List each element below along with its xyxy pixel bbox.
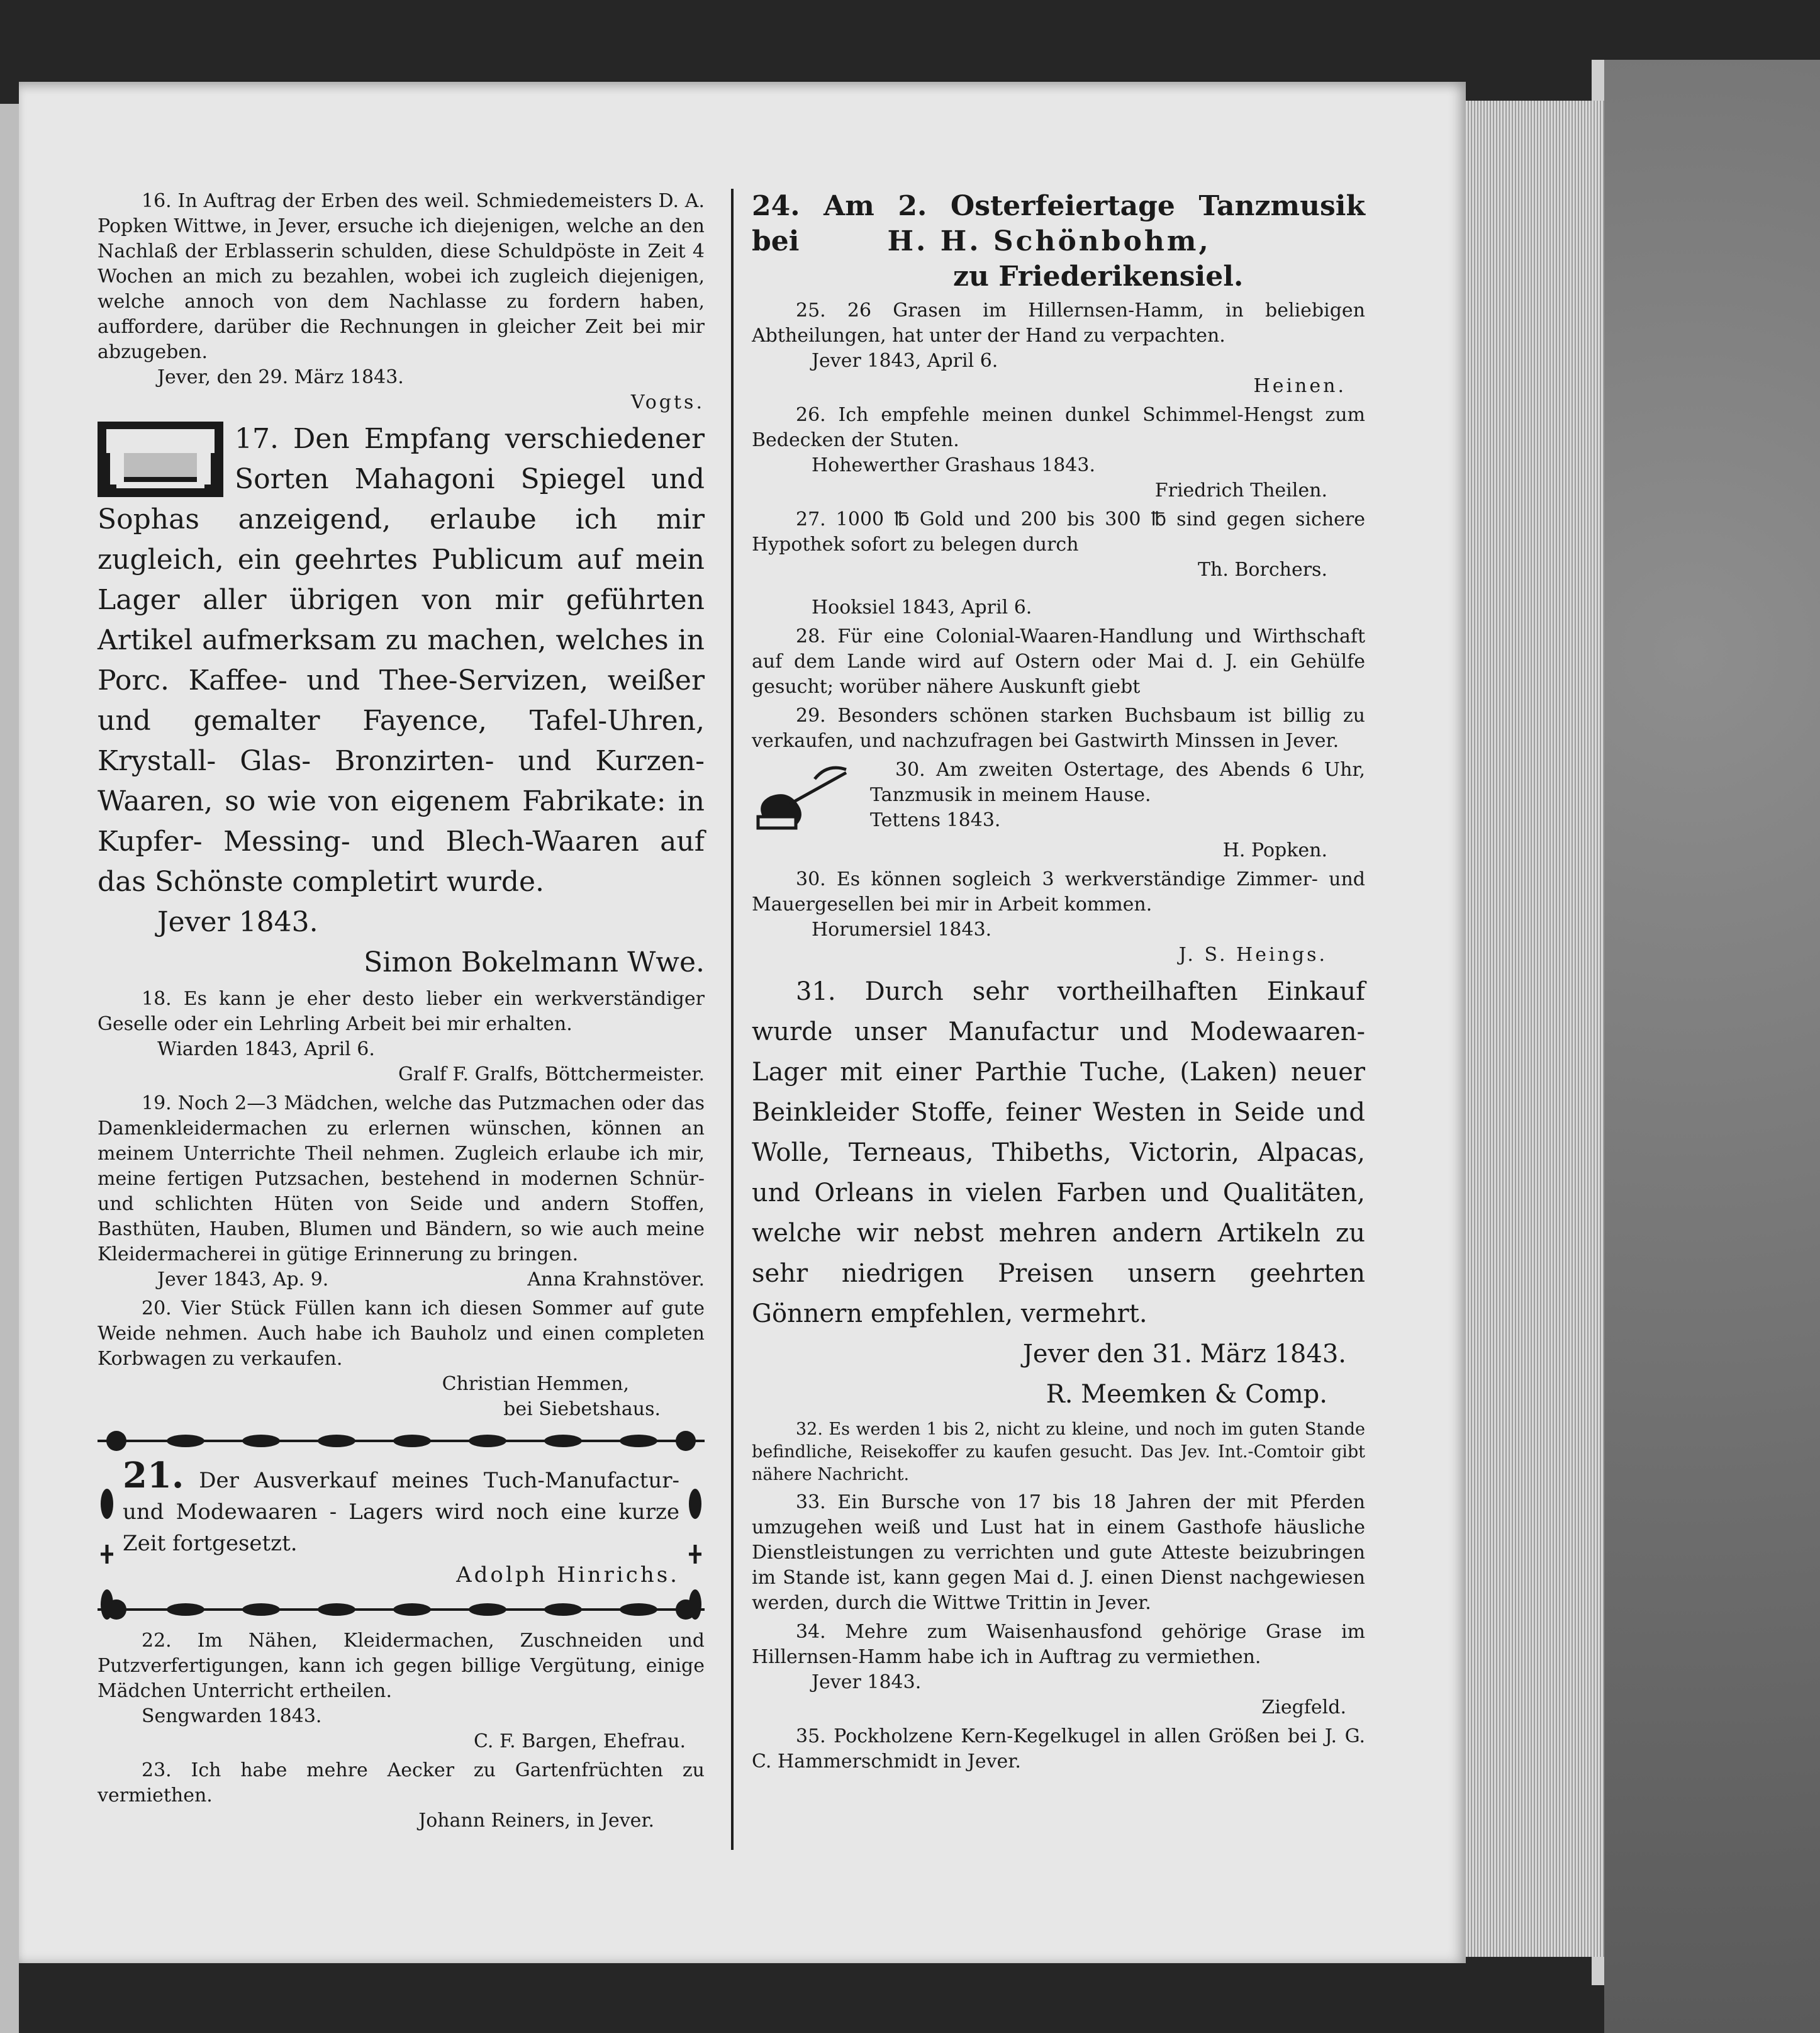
ad-21 — [98, 1428, 705, 1622]
ad-20-signature: Christian Hemmen, — [442, 1373, 629, 1395]
ad-26-signature: Friedrich Theilen. — [1154, 479, 1327, 501]
ad-17 — [98, 419, 705, 983]
ornament-right — [686, 1485, 705, 1623]
ad-30a — [752, 758, 1365, 863]
ad-19-date: Jever 1843, Ap. 9. — [157, 1269, 329, 1291]
column-divider — [731, 189, 734, 1850]
ad-24 — [752, 189, 1365, 294]
ad-31-text: 31. Durch sehr vortheilhaften Einkauf wurde unser Manufactur und Modewaaren-Lager mit einer Parthie Tuche, (Laken) neuer Beinkleider Stoffe, feiner Westen in Seide und Wolle, Terneaus, Thibeths, Victorin, Alpacas, und Orleans in vielen Farben und Qualitäten, welche wir nebst mehren andern Artikeln zu sehr niedrigen Preisen unsern geehrten Gönnern empfehlen, vermehrt. — [752, 977, 1365, 1328]
ad-18-date: Wiarden 1843, April 6. — [157, 1038, 375, 1060]
sofa-icon — [98, 422, 223, 500]
ad-25-signature: Heinen. — [1253, 375, 1346, 397]
left-column — [98, 189, 705, 1837]
ad-34-date: Jever 1843. — [812, 1671, 922, 1693]
ad-32-text: 32. Es werden 1 bis 2, nicht zu kleine, und noch im guten Stande befindliche, Reisekoffer zu kaufen gesucht. Das Jev. Int.-Comtoir gibt nähere Nachricht. — [752, 1420, 1365, 1484]
ad-30a-text: 30. Am zweiten Ostertage, des Abends 6 Uhr, Tanzmusik in meinem Hause. — [870, 759, 1365, 806]
ad-24-place: zu Friederikensiel. — [953, 260, 1244, 293]
ad-19 — [98, 1091, 705, 1292]
ad-24-host: H. H. Schönbohm, — [887, 225, 1211, 257]
ad-20-text: 20. Vier Stück Füllen kann ich diesen Sommer auf gute Weide nehmen. Auch habe ich Bauholz und einen completen Korbwagen zu verkaufen. — [98, 1297, 705, 1370]
ad-34-signature: Ziegfeld. — [1261, 1696, 1346, 1718]
ad-17-signature: Simon Bokelmann Wwe. — [364, 946, 705, 978]
ad-21-body — [98, 1455, 705, 1591]
ornament-border-top — [98, 1428, 705, 1453]
ad-30b — [752, 867, 1365, 968]
ad-22-signature: C. F. Bargen, Ehefrau. — [474, 1730, 686, 1752]
ad-21-signature: Adolph Hinrichs. — [456, 1562, 679, 1588]
ad-30a-signature: H. Popken. — [1222, 839, 1327, 861]
ad-33-text: 33. Ein Bursche von 17 bis 18 Jahren der mit Pferden umzugehen weiß und Lust hat in einem Gasthofe häusliche Dienstleistungen zu verrichten und gute Atteste beizubringen im Stande ist, kann gegen Mai d. J. einen Dienst nachgewiesen werden, durch die Wittwe Trittin in Jever. — [752, 1491, 1365, 1614]
ad-18-text: 18. Es kann je eher desto lieber ein werkverständiger Geselle oder ein Lehrling Arbeit bei mir erhalten. — [98, 988, 705, 1035]
ad-27-text: 27. 1000 ℔ Gold und 200 bis 300 ℔ sind gegen sichere Hypothek sofort zu belegen durch — [752, 508, 1365, 556]
ad-34 — [752, 1620, 1365, 1720]
ad-27-signature: Th. Borchers. — [1197, 559, 1327, 581]
ad-31-signature: R. Meemken & Comp. — [1046, 1380, 1327, 1409]
ad-26-text: 26. Ich empfehle meinen dunkel Schimmel-Hengst zum Bedecken der Stuten. — [752, 404, 1365, 451]
ad-22 — [98, 1628, 705, 1754]
ad-18-signature: Gralf F. Gralfs, Böttchermeister. — [398, 1063, 705, 1085]
ad-19-text: 19. Noch 2—3 Mädchen, welche das Putzmachen oder das Damenkleidermachen zu erlernen wünschen, können an meinem Unterrichte Theil nehmen. Zugleich erlaube ich mir, meine fertigen Putzsachen, bestehend in modernen Schnür- und schlichten Hüten von Seide und andern Stoffen, Basthüten, Hauben, Blumen und Bändern, so wie auch meine Kleidermacherei in gütige Erinnerung zu bringen. — [98, 1092, 705, 1265]
ad-28-text: 28. Für eine Colonial-Waaren-Handlung und Wirthschaft auf dem Lande wird auf Ostern oder Mai d. J. ein Gehülfe gesucht; worüber nähere Auskunft giebt — [752, 625, 1365, 698]
page-edges — [1466, 101, 1604, 1957]
ad-26-date: Hohewerther Grashaus 1843. — [812, 454, 1096, 476]
ad-16-signature: Vogts. — [630, 391, 705, 413]
ad-17-text: 17. Den Empfang verschiedener Sorten Mahagoni Spiegel und Sophas anzeigend, erlaube ich mir zugleich, ein geehrtes Publicum auf mein Lager aller übrigen von mir geführten Artikel aufmerksam zu machen, welches in Porc. Kaffee- und Thee-Servizen, weißer und gemalter Fayence, Tafel-Uhren, Krystall- Glas- Bronzirten- und Kurzen-Waaren, so wie von eigenem Fabrikate: in Kupfer- Messing- und Blech-Waaren auf das Schönste completirt wurde. — [98, 423, 705, 898]
ad-27 — [752, 507, 1365, 620]
ad-30a-date: Tettens 1843. — [870, 809, 1001, 831]
ornament-border-bottom — [98, 1597, 705, 1622]
ad-16-text: 16. In Auftrag der Erben des weil. Schmiedemeisters D. A. Popken Wittwe, in Jever, ersuche ich diejenigen, welche an den Nachlaß der Erblasserin schulden, diese Schuldpöste in Zeit 4 Wochen an mich zu bezahlen, wobei ich zugleich diejenigen, welche annoch von dem Nachlasse zu fordern haben, auffordere, darüber die Rechnungen in gleicher Zeit bei mir abzugeben. — [98, 190, 705, 363]
ad-20 — [98, 1296, 705, 1422]
ad-35 — [752, 1724, 1365, 1774]
ad-20-signature-place: bei Siebetshaus. — [503, 1398, 661, 1420]
ad-25 — [752, 298, 1365, 399]
ad-29 — [752, 703, 1365, 754]
ad-30b-signature: J. S. Heings. — [1178, 944, 1327, 966]
ad-27-date: Hooksiel 1843, April 6. — [812, 596, 1032, 619]
ad-18 — [98, 987, 705, 1087]
book-cover — [1604, 60, 1820, 2033]
previous-page-edge — [0, 104, 19, 2033]
ad-24-line2 — [752, 224, 1365, 259]
ad-25-date: Jever 1843, April 6. — [812, 350, 998, 372]
ad-19-signature: Anna Krahnstöver. — [527, 1269, 705, 1291]
ad-23 — [98, 1758, 705, 1834]
ad-30b-text: 30. Es können sogleich 3 werkverständige Zimmer- und Mauergesellen bei mir in Arbeit kommen. — [752, 868, 1365, 916]
ad-34-text: 34. Mehre zum Waisenhausfond gehörige Grase im Hillernsen-Hamm habe ich in Auftrag zu vermiethen. — [752, 1621, 1365, 1668]
ad-35-text: 35. Pockholzene Kern-Kegelkugel in allen Größen bei J. G. C. Hammerschmidt in Jever. — [752, 1725, 1365, 1773]
ad-22-text: 22. Im Nähen, Kleidermachen, Zuschneiden und Putzverfertigungen, kann ich gegen billige Vergütung, einige Mädchen Unterricht ertheilen. — [98, 1630, 705, 1702]
ad-30b-date: Horumersiel 1843. — [812, 919, 992, 941]
ad-31-date: Jever den 31. März 1843. — [1022, 1340, 1346, 1369]
ad-33 — [752, 1490, 1365, 1616]
ad-23-text: 23. Ich habe mehre Aecker zu Gartenfrüchten zu vermiethen. — [98, 1759, 705, 1806]
ad-22-date: Sengwarden 1843. — [142, 1705, 322, 1727]
ad-23-signature: Johann Reiners, in Jever. — [418, 1810, 654, 1832]
ad-25-text: 25. 26 Grasen im Hillernsen-Hamm, in beliebigen Abtheilungen, hat unter der Hand zu verpachten. — [752, 300, 1365, 347]
ad-21-number: 21. — [123, 1455, 184, 1496]
ad-19-footer — [98, 1267, 705, 1292]
ad-29-text: 29. Besonders schönen starken Buchsbaum ist billig zu verkaufen, und nachzufragen bei Gastwirth Minssen in Jever. — [752, 705, 1365, 752]
ornament-left — [98, 1485, 116, 1623]
ad-16-date: Jever, den 29. März 1843. — [157, 366, 404, 388]
violin-icon — [752, 760, 859, 838]
ad-24-bei: bei — [752, 225, 800, 257]
ad-32 — [752, 1418, 1365, 1486]
ad-17-date: Jever 1843. — [157, 906, 318, 938]
ad-24-line1: 24. Am 2. Osterfeiertage Tanzmusik — [752, 190, 1365, 222]
ad-31 — [752, 972, 1365, 1414]
ad-16 — [98, 189, 705, 415]
ad-21-text: Der Ausverkauf meines Tuch-Manufactur- und Modewaaren - Lagers wird noch eine kurze Zeit fortgesetzt. — [123, 1468, 679, 1556]
ad-26 — [752, 403, 1365, 503]
right-column — [752, 189, 1365, 1778]
ad-28 — [752, 624, 1365, 700]
